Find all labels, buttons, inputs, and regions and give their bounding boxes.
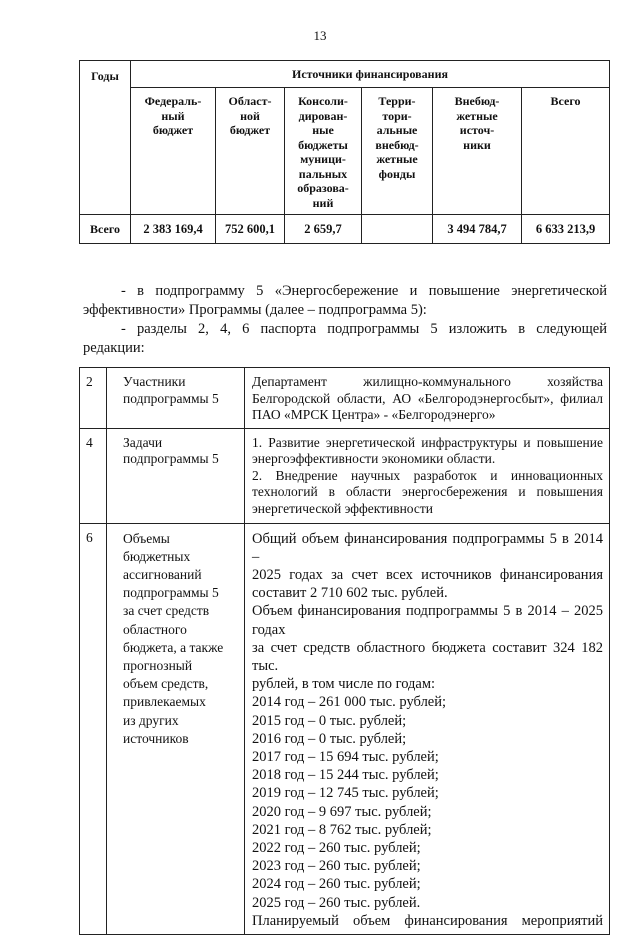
row-value-line: 2018 год – 15 244 тыс. рублей; [252,767,439,784]
row-value-line: 2021 год – 8 762 тыс. рублей; [252,821,432,838]
column-header-regional [216,88,285,215]
passport-row-6 [80,523,610,934]
column-header-line: ный [161,108,185,123]
total-municipal: 2 659,7 [285,215,362,244]
paragraph-sections [83,320,607,358]
column-header-line: дирован- [298,108,348,123]
row-label-line: прогнозный [123,657,193,673]
column-header-territorial-funds [362,88,433,215]
row-label [107,368,245,429]
row-label-line: из других [123,712,179,728]
passport-row-4 [80,428,610,523]
row-value-line: 2. Внедрение научных разработок и инновационных [252,467,603,483]
column-header-line: альные [376,123,418,137]
column-header-line: муници- [300,152,346,166]
row-value-line: ПАО «МРСК Центра» - «Белгородэнерго» [252,407,496,422]
total-all: 6 633 213,9 [522,215,610,244]
column-header-line: Всего [550,94,581,108]
row-value-line: энергоэффективности экономики области. [252,451,496,466]
column-header-line: ной [240,108,260,123]
column-header-line: бюджет [152,123,194,137]
column-header-line: Област- [228,94,272,108]
row-number: 2 [80,368,107,429]
row-value-line: Объем финансирования подпрограммы 5 в 2014 – 2025 годах [252,603,603,638]
column-header-line: ний [312,195,334,210]
paragraph-line: редакции: [83,340,145,356]
row-value-line: за счет средств областного бюджета составит 324 182 тыс. [252,639,603,674]
total-federal: 2 383 169,4 [131,215,216,244]
sources-header: Источники финансирования [131,61,610,88]
row-label-line: Участники [123,374,186,389]
column-header-municipal [285,88,362,215]
row-label-line: подпрограммы 5 [123,390,219,406]
row-value [245,523,610,934]
row-value-line: Белгородской области, АО «Белгородэнергосбыт», филиал [252,390,603,406]
row-label-line: бюджета, а также [123,639,224,655]
passport-table [79,367,610,935]
total-territorial-funds [362,215,433,244]
column-header-total [522,88,610,215]
column-header-line: Консоли- [298,94,348,108]
column-header-line: внебюд- [375,137,419,152]
column-header-line: жетные [376,152,418,166]
row-number: 6 [80,523,107,934]
column-header-line: образова- [297,181,349,195]
years-header: Годы [80,61,131,215]
column-header-line: пальных [298,166,348,181]
paragraph-line: эффективности» Программы (далее – подпрограмма 5): [83,302,427,318]
row-value-line: 2020 год – 9 697 тыс. рублей; [252,803,432,820]
row-label-line: источников [123,730,189,746]
column-header-line: тори- [382,108,412,123]
row-value-line: 2015 год – 0 тыс. рублей; [252,712,407,729]
column-header-extrabudgetary [433,88,522,215]
row-label-line: подпрограммы 5 [123,585,219,601]
row-label-line: Объемы [123,530,170,546]
row-value-line: 2017 год – 15 694 тыс. рублей; [252,748,439,765]
passport-row-2 [80,368,610,429]
row-value-line: Планируемый объем финансирования мероприятий [252,912,603,929]
totals-label: Всего [80,215,131,244]
paragraph-line: - разделы 2, 4, 6 паспорта подпрограммы 5 изложить в следующей [121,321,607,337]
total-extrabudgetary: 3 494 784,7 [433,215,522,244]
row-label-line: привлекаемых [123,694,206,710]
row-value-line: 2019 год – 12 745 тыс. рублей; [252,785,439,802]
row-number: 4 [80,428,107,523]
column-header-line: жетные [456,108,498,123]
row-value-line: 1. Развитие энергетической инфраструктуры и повышение [252,434,603,450]
column-headers-row [80,88,610,215]
column-header-line: ники [463,137,491,152]
column-header-line: Терри- [378,94,416,108]
row-value-line: 2025 годах за счет всех источников финансирования [252,566,603,583]
column-header-line: Внебюд- [454,94,500,108]
row-value-line: энергетической эффективности [252,500,433,516]
row-label [107,523,245,934]
row-value [245,428,610,523]
paragraph-line: - в подпрограмму 5 «Энергосбережение и повышение энергетической [121,283,607,299]
total-regional: 752 600,1 [216,215,285,244]
column-header-line: бюджеты [298,137,348,152]
row-label-line: за счет средств [123,603,210,619]
column-header-line: фонды [378,166,416,181]
page-number: 13 [313,28,327,43]
row-value-line: 2022 год – 260 тыс. рублей; [252,839,421,856]
row-value-line: Департамент жилищно-коммунального хозяйства [252,374,603,389]
row-value-line: технологий в области энергосбережения и повышения [252,484,603,499]
paragraph-subprogram-5 [83,282,607,320]
column-header-line: Федераль- [144,94,202,108]
financing-sources-table [79,60,610,244]
row-value-line: рублей, в том числе по годам: [252,676,436,693]
column-header-line: ные [312,123,334,137]
row-label-line: ассигнований [123,566,202,582]
row-value-line: 2025 год – 260 тыс. рублей. [252,894,421,911]
row-value-line: 2016 год – 0 тыс. рублей; [252,730,407,747]
row-value [245,368,610,429]
row-label-line: Задачи [123,434,163,450]
row-value-line: 2023 год – 260 тыс. рублей; [252,858,421,875]
column-header-federal [131,88,216,215]
row-label-line: областного [123,621,187,637]
column-header-line: бюджет [229,123,271,137]
row-label-line: объем средств, [123,676,209,692]
row-value-line: 2024 год – 260 тыс. рублей; [252,876,421,893]
column-header-line: источ- [459,123,495,137]
row-value-line: составит 2 710 602 тыс. рублей. [252,585,448,602]
row-label-line: бюджетных [123,548,191,564]
row-label [107,428,245,523]
totals-row [80,215,610,244]
row-value-line: 2014 год – 261 000 тыс. рублей; [252,694,447,711]
row-value-line: Общий объем финансирования подпрограммы 5 в 2014 – [252,530,603,565]
row-label-line: подпрограммы 5 [123,451,219,466]
